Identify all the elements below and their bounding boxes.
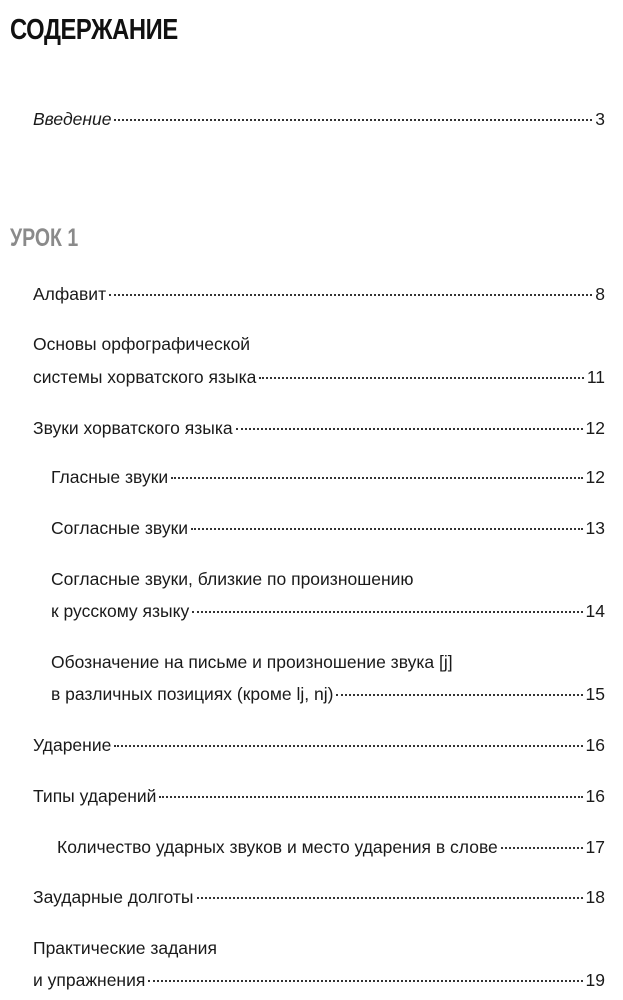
toc-entry-line1: Согласные звуки, близкие по произношению [51, 569, 414, 589]
toc-entry-sounds[interactable] [33, 417, 605, 439]
toc-page-number: 14 [585, 601, 605, 621]
toc-entry-label: и упражнения [33, 970, 146, 990]
leader-dots [336, 694, 582, 696]
toc-entry-stress-count[interactable] [57, 836, 605, 858]
toc-entry-post-stress[interactable] [33, 886, 605, 908]
toc-entry-intro[interactable] [33, 108, 605, 130]
toc-entry-label: Гласные звуки [51, 467, 169, 487]
toc-page-number: 11 [586, 367, 605, 387]
leader-dots [109, 294, 592, 296]
toc-entry-sound-j[interactable] [51, 683, 605, 705]
leader-dots [148, 980, 582, 982]
lesson-heading: УРОК 1 [10, 224, 79, 252]
toc-entry-stress[interactable] [33, 734, 605, 756]
toc-entry-label: Ударение [33, 735, 112, 755]
toc-entry-label: Алфавит [33, 284, 107, 304]
toc-page-number: 15 [585, 684, 605, 704]
toc-entry-orthography[interactable] [33, 366, 605, 388]
toc-page-number: 3 [595, 109, 605, 129]
toc-entry-label: Типы ударений [33, 786, 157, 806]
page-title: СОДЕРЖАНИЕ [10, 14, 178, 46]
toc-entry-label: в различных позициях (кроме lj, nj) [51, 684, 334, 704]
toc-entry-similar-consonants[interactable] [51, 600, 605, 622]
leader-dots [191, 528, 583, 530]
leader-dots [259, 377, 583, 379]
toc-entry-exercises[interactable] [33, 969, 605, 991]
toc-entry-label: системы хорватского языка [33, 367, 257, 387]
toc-entry-label: Введение [33, 109, 112, 129]
leader-dots [159, 796, 582, 798]
toc-page-number: 17 [585, 837, 605, 857]
toc-page-number: 16 [585, 786, 605, 806]
leader-dots [114, 745, 582, 747]
toc-entry-label: Звуки хорватского языка [33, 418, 233, 438]
toc-page-number: 12 [585, 467, 605, 487]
leader-dots [236, 428, 583, 430]
leader-dots [197, 897, 583, 899]
leader-dots [171, 477, 582, 479]
toc-entry-line1: Обозначение на письме и произношение звука [j] [51, 652, 453, 672]
toc-page-number: 18 [585, 887, 605, 907]
toc-page-number: 19 [585, 970, 605, 990]
leader-dots [192, 611, 582, 613]
toc-entry-alphabet[interactable] [33, 283, 605, 305]
leader-dots [114, 119, 592, 121]
toc-page-number: 16 [585, 735, 605, 755]
toc-entry-vowels[interactable] [51, 466, 605, 488]
toc-entry-line1: Практические задания [33, 938, 217, 958]
toc-entry-label: Заударные долготы [33, 887, 194, 907]
toc-entry-label: к русскому языку [51, 601, 190, 621]
toc-page-number: 12 [585, 418, 605, 438]
toc-entry-stress-types[interactable] [33, 785, 605, 807]
toc-entry-label: Количество ударных звуков и место ударения в слове [57, 837, 498, 857]
toc-entry-line1: Основы орфографической [33, 334, 251, 354]
leader-dots [501, 847, 583, 849]
toc-page-number: 8 [595, 284, 605, 304]
toc-entry-label: Согласные звуки [51, 518, 189, 538]
toc-entry-consonants[interactable] [51, 517, 605, 539]
toc-page-number: 13 [585, 518, 605, 538]
